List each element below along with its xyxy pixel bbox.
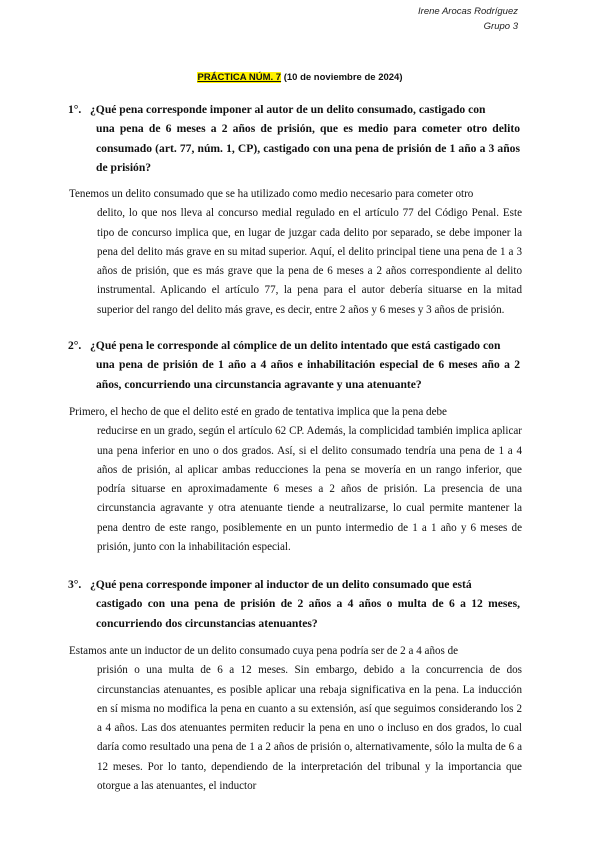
question-text-rest: una pena de 6 meses a 2 años de prisión, que es medio para cometer otro delito consumado (art. 77, núm. 1, CP), castigado con una pena de prisión de 1 año a 3 años de prisión?: [96, 122, 520, 174]
practice-date: (10 de noviembre de 2024): [283, 72, 403, 83]
answer-text-first: Estamos ante un inductor de un delito consumado cuya pena podría ser de 2 a 4 años de: [69, 645, 459, 657]
answer-2: [69, 403, 522, 557]
answer-text-rest: reducirse en un grado, según el artículo 62 CP. Además, la complicidad también implica aplicar una pena inferior en uno o dos grados. Así, si el delito consumado tendría una pena de 1 a 4 años de prisión, al aplicar ambas reducciones la pena se movería en un rango inferior, que podría situarse en aproximadamente 6 meses a 2 años de prisión. La presencia de una circunstancia agravante y otra atenuante tiende a neutralizarse, lo cual permite mantener la pena dentro de este rango, posiblemente en un punto intermedio de 1 a 1 año y 6 meses de prisión, junto con la inhabilitación especial.: [97, 425, 522, 554]
question-1: [68, 100, 520, 177]
question-text-first: ¿Qué pena corresponde imponer al inductor de un delito consumado que está: [90, 578, 472, 591]
answer-text-rest: delito, lo que nos lleva al concurso medial regulado en el artículo 77 del Código Penal. Este tipo de concurso implica que, en lugar de juzgar cada delito por separado, se debe imponer la pena del delito más grave en su mitad superior. Aquí, el delito principal tiene una pena de 1 a 3 años de prisión, que es más grave que la pena de 6 meses a 2 años correspondiente al delito instrumental. Aplicando el artículo 77, la pena para el autor debería situarse en la mitad superior del rango del delito más grave, es decir, entre 2 años y 6 meses y 3 años de prisión.: [97, 207, 522, 316]
question-2: [68, 336, 520, 394]
practice-title: PRÁCTICA NÚM. 7: [197, 72, 282, 83]
page-title: [0, 72, 600, 83]
answer-text-rest: prisión o una multa de 6 a 12 meses. Sin embargo, debido a la concurrencia de dos circunstancias atenuantes, es posible aplicar una rebaja significativa en la pena. La inducción en sí misma no modifica la pena en cuanto a su extensión, así que seguimos considerando los 2 a 4 años. Las dos atenuantes permiten reducir la pena en uno o incluso en dos grados, lo cual daría como resultado una pena de 1 a 2 años de prisión o, alternativamente, sólo la multa de 6 a 12 meses. Por lo tanto, dependiendo de la interpretación del tribunal y la importancia que otorgue a las atenuantes, el inductor: [97, 664, 522, 793]
group-label: Grupo 3: [483, 21, 518, 32]
answer-text-first: Primero, el hecho de que el delito esté en grado de tentativa implica que la pena debe: [69, 406, 447, 418]
question-3: [68, 575, 520, 633]
question-number: 3°.: [68, 578, 82, 591]
answer-1: [69, 185, 522, 320]
answer-text-first: Tenemos un delito consumado que se ha utilizado como medio necesario para cometer otro: [69, 188, 474, 200]
author-name: Irene Arocas Rodríguez: [418, 6, 518, 17]
question-text-first: ¿Qué pena corresponde imponer al autor de un delito consumado, castigado con: [90, 103, 486, 116]
question-text-rest: castigado con una pena de prisión de 2 años a 4 años o multa de 6 a 12 meses, concurriendo dos circunstancias atenuantes?: [96, 597, 520, 630]
answer-3: [69, 642, 522, 796]
question-number: 1°.: [68, 103, 82, 116]
question-text-first: ¿Qué pena le corresponde al cómplice de un delito intentado que está castigado con: [90, 339, 501, 352]
question-number: 2°.: [68, 339, 82, 352]
question-text-rest: una pena de prisión de 1 año a 4 años e inhabilitación especial de 6 meses año a 2 años, concurriendo una circunstancia agravante y una atenuante?: [96, 358, 520, 391]
